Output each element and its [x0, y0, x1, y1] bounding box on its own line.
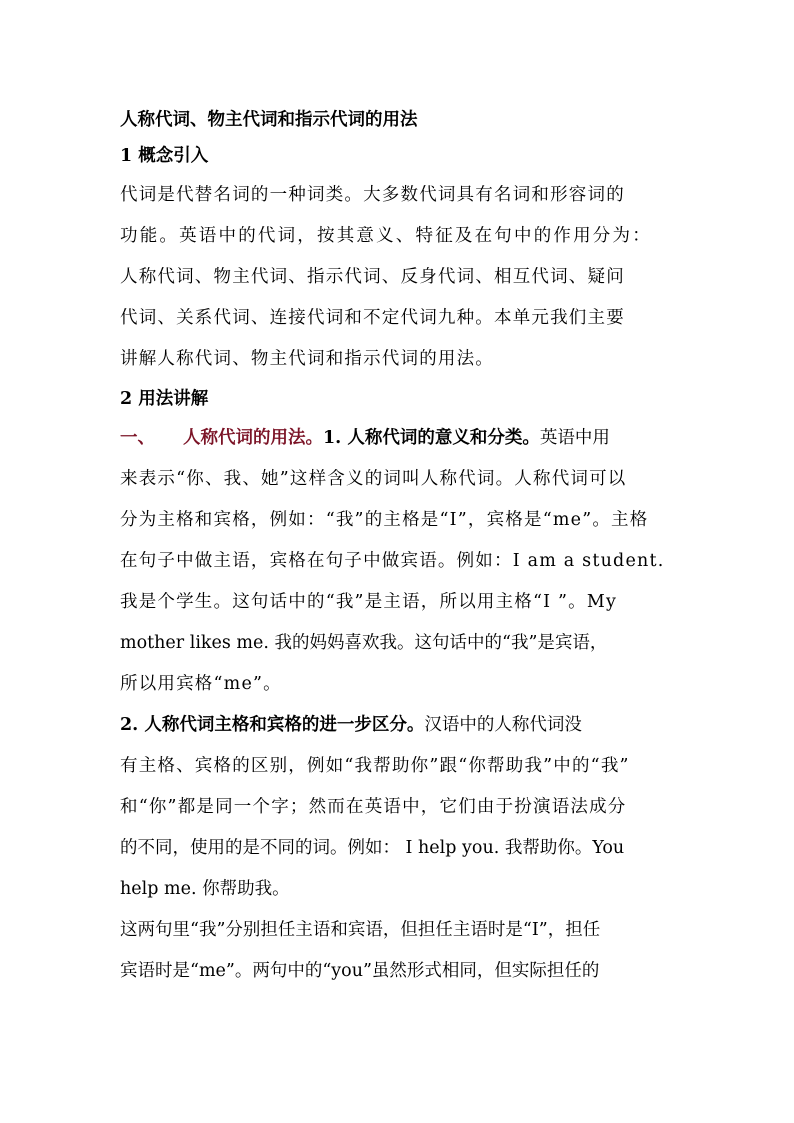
paragraph-line: 代词是代替名词的一种词类。大多数代词具有名词和形容词的 [120, 185, 625, 205]
paragraph-line: 分为主格和宾格，例如：“我”的主格是“I”，宾格是“me”。主格 [120, 510, 649, 530]
paragraph-line: 的不同，使用的是不同的词。例如： I help you. 我帮助你。You [120, 838, 625, 858]
paragraph-line: 宾语时是“me”。两句中的“you”虽然形式相同，但实际担任的 [120, 961, 600, 981]
paragraph-line: help me. 你帮助我。 [120, 879, 290, 899]
paragraph-line: 讲解人称代词、物主代词和指示代词的用法。 [120, 349, 494, 369]
section-heading-concept: 1 概念引入 [120, 146, 209, 166]
paragraph-line: 和“你”都是同一个字；然而在英语中，它们由于扮演语法成分 [120, 797, 627, 817]
paragraph-line: 来表示“你、我、她”这样含义的词叫人称代词。人称代词可以 [120, 469, 627, 489]
paragraph-line: 功能。英语中的代词，按其意义、特征及在句中的作用分为： [120, 226, 652, 246]
subject-object-lead-line [120, 705, 678, 746]
paragraph-line: 这两句里“我”分别担任主语和宾语，但担任主语时是“I”，担任 [120, 920, 601, 940]
red-section-title: 人称代词的用法。 [183, 428, 323, 448]
section-marker: 一、 [120, 428, 155, 448]
paragraph-line: 在句子中做主语，宾格在句子中做宾语。例如：I am a student. [120, 551, 665, 571]
paragraph-line: 我是个学生。这句话中的“我”是主语，所以用主格“I ”。My [120, 592, 618, 612]
subheading-subject-object: 2. 人称代词主格和宾格的进一步区分。 [120, 715, 425, 735]
paragraph-line: 所以用宾格“me”。 [120, 674, 282, 694]
paragraph-line: 代词、关系代词、连接代词和不定代词九种。本单元我们主要 [120, 308, 625, 328]
usage-lead-line [120, 418, 678, 459]
section-heading-usage: 2 用法讲解 [120, 389, 209, 409]
lead-line-tail: 英语中用 [539, 428, 610, 448]
paragraph-line: 有主格、宾格的区别，例如“我帮助你”跟“你帮助我”中的“我” [120, 756, 630, 776]
subject-object-lead-tail: 汉语中的人称代词没 [424, 715, 582, 735]
page-title: 人称代词、物主代词和指示代词的用法 [120, 110, 418, 130]
paragraph-line: 人称代词、物主代词、指示代词、反身代词、相互代词、疑问 [120, 267, 625, 287]
subheading-meaning-classification: 1. 人称代词的意义和分类。 [323, 428, 540, 448]
paragraph-line: mother likes me. 我的妈妈喜欢我。这句话中的“我”是宾语， [120, 633, 608, 653]
document-content [120, 104, 678, 992]
